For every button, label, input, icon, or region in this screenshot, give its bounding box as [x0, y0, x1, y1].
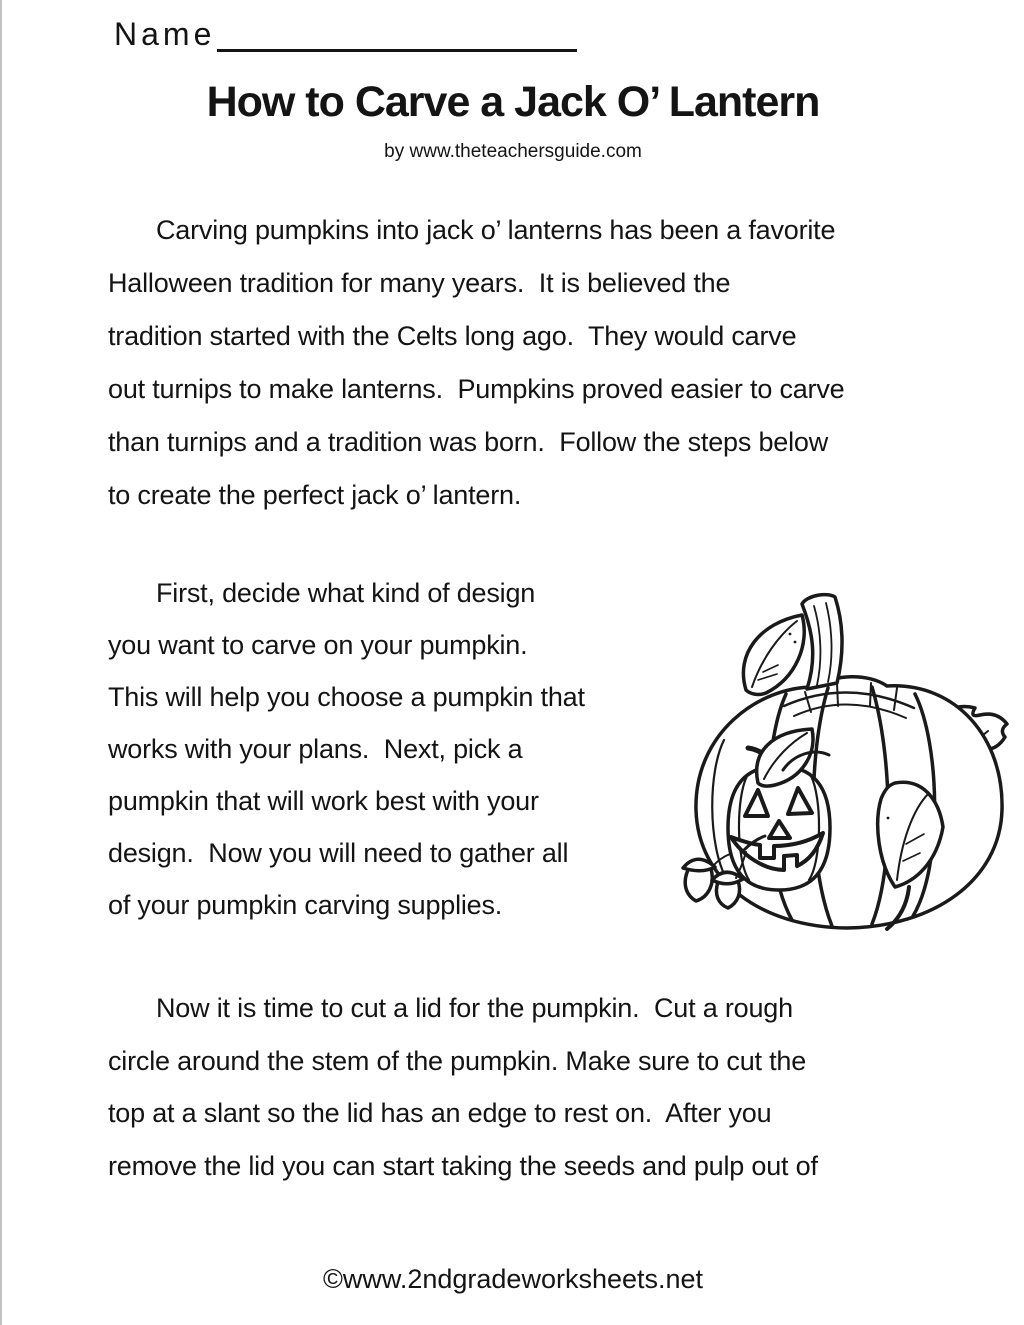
- page-title: How to Carve a Jack O’ Lantern: [206, 78, 820, 126]
- name-label: Name: [114, 16, 216, 52]
- pumpkin-stem: [802, 595, 842, 689]
- text-line: than turnips and a tradition was born. Follow the steps below: [108, 427, 829, 457]
- text-line: First, decide what kind of design: [156, 578, 536, 608]
- text-line: Carving pumpkins into jack o’ lanterns has been a favorite: [156, 215, 836, 245]
- text-line: of your pumpkin carving supplies.: [108, 890, 503, 920]
- text-line: design. Now you will need to gather all: [108, 838, 569, 868]
- paragraph-step-one: [108, 567, 585, 931]
- jack-o-lantern-illustration: [666, 582, 1016, 934]
- text-line: works with your plans. Next, pick a: [108, 734, 523, 764]
- text-line: tradition started with the Celts long ago. They would carve: [108, 321, 797, 351]
- text-line: Halloween tradition for many years. It is believed the: [108, 268, 731, 298]
- text-line: This will help you choose a pumpkin that: [108, 682, 585, 712]
- name-fill-in-line: [217, 22, 577, 52]
- text-line: to create the perfect jack o’ lantern.: [108, 480, 522, 510]
- name-row: [114, 16, 577, 52]
- paragraph-intro: [108, 204, 844, 522]
- text-line: remove the lid you can start taking the seeds and pulp out of: [108, 1150, 818, 1181]
- stem-leaf: [743, 615, 804, 694]
- text-line: out turnips to make lanterns. Pumpkins proved easier to carve: [108, 374, 845, 404]
- text-line: circle around the stem of the pumpkin. Make sure to cut the: [108, 1045, 807, 1076]
- footer-credit: ©www.2ndgradeworksheets.net: [322, 1264, 704, 1294]
- text-line: Now it is time to cut a lid for the pumpkin. Cut a rough: [156, 993, 793, 1023]
- text-line: pumpkin that will work best with your: [108, 786, 539, 816]
- byline: by www.theteachersguide.com: [384, 141, 642, 162]
- text-line: you want to carve on your pumpkin.: [108, 630, 528, 660]
- text-line: top at a slant so the lid has an edge to rest on. After you: [108, 1098, 772, 1128]
- paragraph-step-two: [108, 982, 818, 1192]
